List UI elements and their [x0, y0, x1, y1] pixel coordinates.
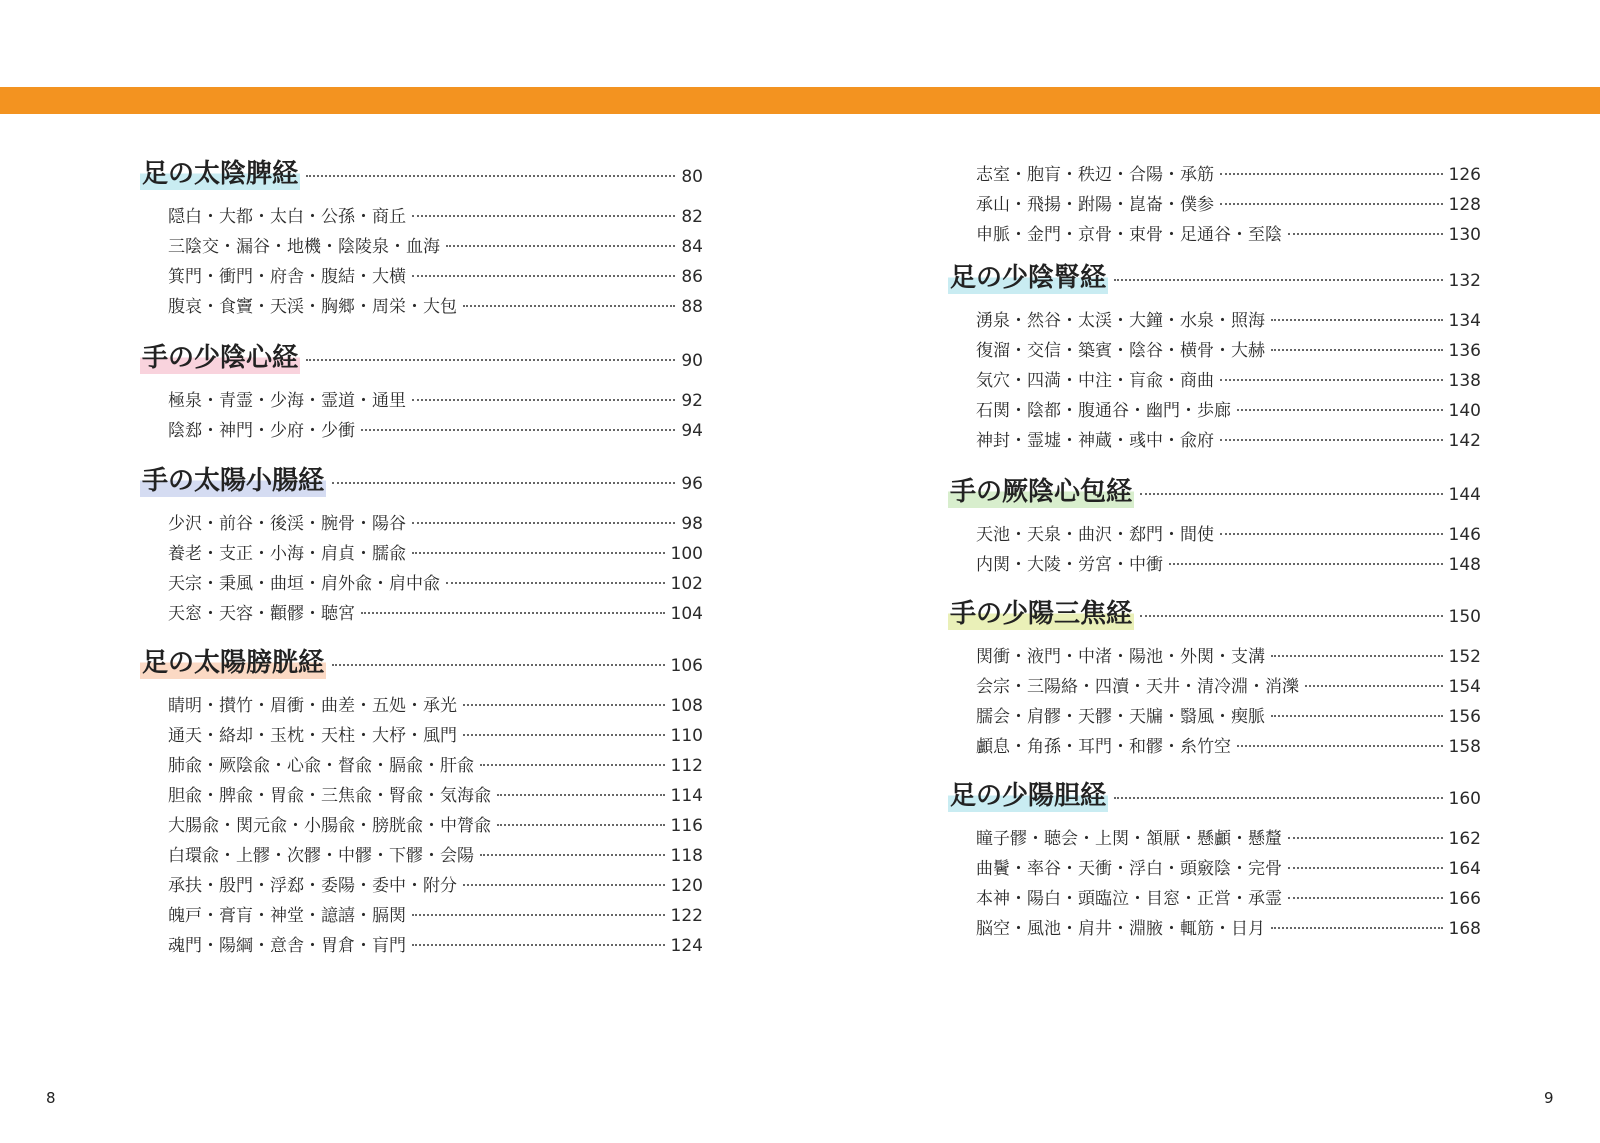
- section-heading-row[interactable]: [948, 780, 1481, 824]
- page-ref: 112: [670, 756, 703, 776]
- section-heading-row[interactable]: [140, 342, 703, 386]
- dot-leader: [306, 358, 675, 361]
- dot-leader: [1237, 744, 1443, 747]
- item-label: 湧泉・然谷・太渓・大鐘・水泉・照海: [976, 311, 1265, 331]
- item-label: 会宗・三陽絡・四瀆・天井・清冷淵・消濼: [976, 677, 1299, 697]
- page-ref: 168: [1448, 919, 1481, 939]
- dot-leader: [306, 174, 675, 177]
- toc-section: [948, 598, 1481, 762]
- dot-leader: [1271, 318, 1443, 321]
- section-heading-row[interactable]: [140, 158, 703, 202]
- page-ref: 146: [1448, 525, 1481, 545]
- page-ref: 106: [670, 656, 703, 676]
- page-number-right: 9: [1544, 1089, 1554, 1107]
- item-label: 腹哀・食竇・天渓・胸郷・周栄・大包: [168, 297, 457, 317]
- page-ref: 94: [681, 421, 703, 441]
- page-ref: 148: [1448, 555, 1481, 575]
- toc-item[interactable]: [948, 306, 1481, 336]
- toc-item[interactable]: [140, 569, 703, 599]
- dot-leader: [1140, 614, 1443, 617]
- item-label: 肺兪・厥陰兪・心兪・督兪・膈兪・肝兪: [168, 756, 474, 776]
- page-ref: 88: [681, 297, 703, 317]
- section-heading-row[interactable]: [140, 647, 703, 691]
- section-heading-row[interactable]: [948, 262, 1481, 306]
- item-label: 隠白・大都・太白・公孫・商丘: [168, 207, 406, 227]
- page-ref: 120: [670, 876, 703, 896]
- toc-item[interactable]: [140, 721, 703, 751]
- item-label: 神封・霊墟・神蔵・彧中・兪府: [976, 431, 1214, 451]
- toc-item[interactable]: [948, 220, 1481, 250]
- page-ref: 126: [1448, 165, 1481, 185]
- toc-section: [140, 647, 703, 961]
- section-title: 手の少陰心経: [142, 343, 299, 373]
- item-label: 脳空・風池・肩井・淵腋・輒筋・日月: [976, 919, 1265, 939]
- dot-leader: [1288, 866, 1443, 869]
- page-ref: 134: [1448, 311, 1481, 331]
- dot-leader: [1271, 714, 1443, 717]
- page-ref: 80: [681, 167, 703, 187]
- toc-item[interactable]: [948, 366, 1481, 396]
- dot-leader: [412, 274, 675, 277]
- section-title: 手の太陽小腸経: [142, 466, 325, 496]
- dot-leader: [463, 304, 675, 307]
- toc-item[interactable]: [140, 599, 703, 629]
- item-label: 気穴・四満・中注・肓兪・商曲: [976, 371, 1214, 391]
- toc-item[interactable]: [948, 550, 1481, 580]
- dot-leader: [1140, 492, 1443, 495]
- page-ref: 84: [681, 237, 703, 257]
- dot-leader: [332, 663, 665, 666]
- item-label: 大腸兪・関元兪・小腸兪・膀胱兪・中膂兪: [168, 816, 491, 836]
- item-label: 志室・胞肓・秩辺・合陽・承筋: [976, 165, 1214, 185]
- toc-item[interactable]: [948, 426, 1481, 456]
- page-ref: 108: [670, 696, 703, 716]
- page-ref: 96: [681, 474, 703, 494]
- item-label: 魄戸・膏肓・神堂・譩譆・膈関: [168, 906, 406, 926]
- section-title: 足の少陰腎経: [950, 263, 1107, 293]
- item-label: 顱息・角孫・耳門・和髎・糸竹空: [976, 737, 1231, 757]
- dot-leader: [361, 428, 675, 431]
- dot-leader: [463, 883, 665, 886]
- dot-leader: [480, 763, 665, 766]
- dot-leader: [1271, 654, 1443, 657]
- item-label: 養老・支正・小海・肩貞・臑兪: [168, 544, 406, 564]
- toc-item[interactable]: [140, 539, 703, 569]
- dot-leader: [1114, 796, 1443, 799]
- toc-section: [948, 476, 1481, 580]
- dot-leader: [446, 244, 675, 247]
- item-label: 臑会・肩髎・天髎・天牖・翳風・瘈脈: [976, 707, 1265, 727]
- toc-section: [140, 158, 703, 322]
- dot-leader: [412, 943, 665, 946]
- item-label: 承扶・殷門・浮郄・委陽・委中・附分: [168, 876, 457, 896]
- dot-leader: [1288, 896, 1443, 899]
- dot-leader: [1305, 684, 1443, 687]
- dot-leader: [1220, 202, 1443, 205]
- dot-leader: [1237, 408, 1443, 411]
- item-label: 瞳子髎・聴会・上関・頷厭・懸顱・懸釐: [976, 829, 1282, 849]
- dot-leader: [1288, 232, 1443, 235]
- toc-item[interactable]: [140, 509, 703, 539]
- item-label: 申脈・金門・京骨・束骨・足通谷・至陰: [976, 225, 1282, 245]
- page-ref: 122: [670, 906, 703, 926]
- dot-leader: [1220, 172, 1443, 175]
- toc-item[interactable]: [948, 190, 1481, 220]
- page-ref: 160: [1448, 789, 1481, 809]
- page-ref: 104: [670, 604, 703, 624]
- page-ref: 116: [670, 816, 703, 836]
- dot-leader: [480, 853, 665, 856]
- page-ref: 110: [670, 726, 703, 746]
- page-ref: 144: [1448, 485, 1481, 505]
- dot-leader: [361, 611, 665, 614]
- toc-item[interactable]: [948, 824, 1481, 854]
- item-label: 承山・飛揚・跗陽・崑崙・僕参: [976, 195, 1214, 215]
- toc-item[interactable]: [140, 751, 703, 781]
- page-ref: 90: [681, 351, 703, 371]
- page-ref: 92: [681, 391, 703, 411]
- page-ref: 98: [681, 514, 703, 534]
- page-ref: 150: [1448, 607, 1481, 627]
- page-ref: 162: [1448, 829, 1481, 849]
- toc-item[interactable]: [140, 871, 703, 901]
- dot-leader: [463, 703, 665, 706]
- toc-item[interactable]: [948, 702, 1481, 732]
- item-label: 石関・陰都・腹通谷・幽門・歩廊: [976, 401, 1231, 421]
- toc-continued-items: [948, 160, 1481, 250]
- toc-item[interactable]: [140, 781, 703, 811]
- page-ref: 102: [670, 574, 703, 594]
- page-ref: 140: [1448, 401, 1481, 421]
- page-ref: 82: [681, 207, 703, 227]
- toc-item[interactable]: [140, 901, 703, 931]
- page-ref: 152: [1448, 647, 1481, 667]
- page-ref: 132: [1448, 271, 1481, 291]
- item-label: 三陰交・漏谷・地機・陰陵泉・血海: [168, 237, 440, 257]
- section-title: 手の厥陰心包経: [950, 477, 1133, 507]
- page-ref: 154: [1448, 677, 1481, 697]
- toc-section: [948, 780, 1481, 944]
- dot-leader: [1220, 378, 1443, 381]
- dot-leader: [412, 521, 675, 524]
- dot-leader: [1114, 278, 1443, 281]
- section-title: 手の少陽三焦経: [950, 599, 1133, 629]
- toc-section: [948, 262, 1481, 456]
- page-ref: 142: [1448, 431, 1481, 451]
- dot-leader: [463, 733, 665, 736]
- dot-leader: [497, 793, 665, 796]
- section-title: 足の少陽胆経: [950, 781, 1107, 811]
- item-label: 復溜・交信・築賓・陰谷・横骨・大赫: [976, 341, 1265, 361]
- dot-leader: [1288, 836, 1443, 839]
- item-label: 内関・大陵・労宮・中衝: [976, 555, 1163, 575]
- toc-item[interactable]: [140, 691, 703, 721]
- page-number-left: 8: [46, 1089, 56, 1107]
- item-label: 魂門・陽綱・意舎・胃倉・肓門: [168, 936, 406, 956]
- item-label: 少沢・前谷・後渓・腕骨・陽谷: [168, 514, 406, 534]
- toc-item[interactable]: [948, 854, 1481, 884]
- toc-item[interactable]: [948, 520, 1481, 550]
- page-ref: 124: [670, 936, 703, 956]
- toc-section: [140, 465, 703, 629]
- item-label: 関衝・液門・中渚・陽池・外関・支溝: [976, 647, 1265, 667]
- item-label: 天池・天泉・曲沢・郄門・間使: [976, 525, 1214, 545]
- dot-leader: [412, 214, 675, 217]
- toc-item[interactable]: [948, 160, 1481, 190]
- toc-item[interactable]: [948, 396, 1481, 426]
- item-label: 天窓・天容・顴髎・聴宮: [168, 604, 355, 624]
- page-ref: 164: [1448, 859, 1481, 879]
- dot-leader: [412, 398, 675, 401]
- dot-leader: [412, 551, 665, 554]
- item-label: 天宗・秉風・曲垣・肩外兪・肩中兪: [168, 574, 440, 594]
- toc-item[interactable]: [140, 416, 703, 446]
- toc-item[interactable]: [140, 931, 703, 961]
- page-ref: 158: [1448, 737, 1481, 757]
- item-label: 陰郄・神門・少府・少衝: [168, 421, 355, 441]
- dot-leader: [1271, 926, 1443, 929]
- toc-item[interactable]: [948, 672, 1481, 702]
- section-heading-row[interactable]: [948, 476, 1481, 520]
- toc-section: [140, 342, 703, 446]
- item-label: 極泉・青霊・少海・霊道・通里: [168, 391, 406, 411]
- item-label: 胆兪・脾兪・胃兪・三焦兪・腎兪・気海兪: [168, 786, 491, 806]
- item-label: 通天・絡却・玉枕・天柱・大杼・風門: [168, 726, 457, 746]
- item-label: 曲鬢・率谷・天衝・浮白・頭竅陰・完骨: [976, 859, 1282, 879]
- dot-leader: [497, 823, 665, 826]
- toc-item[interactable]: [140, 262, 703, 292]
- item-label: 睛明・攅竹・眉衝・曲差・五処・承光: [168, 696, 457, 716]
- dot-leader: [1169, 562, 1443, 565]
- toc-item[interactable]: [948, 914, 1481, 944]
- page-ref: 114: [670, 786, 703, 806]
- toc-item[interactable]: [948, 642, 1481, 672]
- section-heading-row[interactable]: [140, 465, 703, 509]
- item-label: 本神・陽白・頭臨泣・目窓・正営・承霊: [976, 889, 1282, 909]
- dot-leader: [1271, 348, 1443, 351]
- section-title: 足の太陽膀胱経: [142, 648, 325, 678]
- page-ref: 100: [670, 544, 703, 564]
- toc-item[interactable]: [140, 811, 703, 841]
- toc-item[interactable]: [140, 232, 703, 262]
- page-ref: 118: [670, 846, 703, 866]
- toc-item[interactable]: [140, 292, 703, 322]
- page-ref: 136: [1448, 341, 1481, 361]
- toc-item[interactable]: [948, 884, 1481, 914]
- toc-item[interactable]: [140, 841, 703, 871]
- dot-leader: [1220, 438, 1443, 441]
- section-heading-row[interactable]: [948, 598, 1481, 642]
- dot-leader: [1220, 532, 1443, 535]
- page-ref: 130: [1448, 225, 1481, 245]
- page-ref: 138: [1448, 371, 1481, 391]
- toc-item[interactable]: [948, 732, 1481, 762]
- dot-leader: [412, 913, 665, 916]
- dot-leader: [446, 581, 665, 584]
- page-ref: 156: [1448, 707, 1481, 727]
- toc-item[interactable]: [948, 336, 1481, 366]
- page-ref: 128: [1448, 195, 1481, 215]
- header-color-bar: [0, 87, 1600, 114]
- item-label: 箕門・衝門・府舎・腹結・大横: [168, 267, 406, 287]
- page-ref: 86: [681, 267, 703, 287]
- page-ref: 166: [1448, 889, 1481, 909]
- dot-leader: [332, 481, 675, 484]
- toc-item[interactable]: [140, 386, 703, 416]
- item-label: 白環兪・上髎・次髎・中髎・下髎・会陽: [168, 846, 474, 866]
- toc-item[interactable]: [140, 202, 703, 232]
- section-title: 足の太陰脾経: [142, 159, 299, 189]
